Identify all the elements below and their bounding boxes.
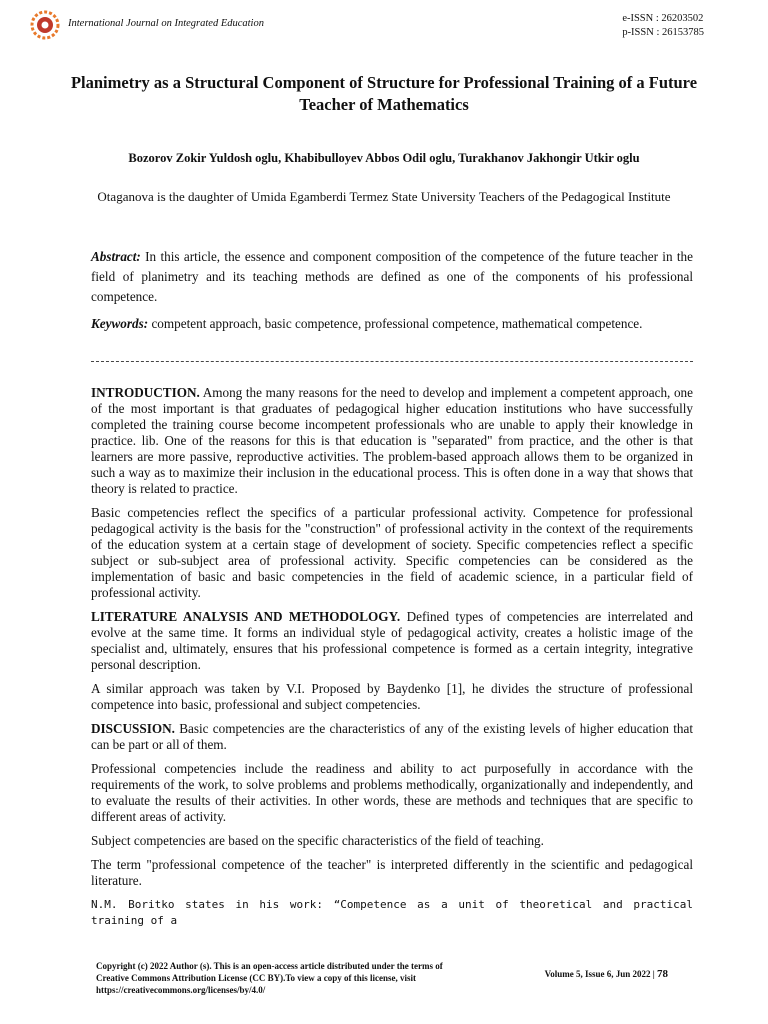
abstract-text: In this article, the essence and component composition of the competence of the future teacher in the field of planimetry and its teaching methods are defined as one of the components of his professional competence. bbox=[91, 249, 693, 304]
issn-block bbox=[622, 12, 704, 40]
paragraph-discussion bbox=[91, 721, 693, 753]
e-issn: e-ISSN : 26203502 bbox=[622, 13, 704, 24]
abstract-label: Abstract: bbox=[91, 249, 141, 264]
keywords bbox=[91, 314, 693, 334]
introduction-text: Among the many reasons for the need to develop and implement a competent approach, one of the most important is that graduates of pedagogical higher education institutions who have successfully completed the training course become incompetent professionals who are unable to apply their knowledge in practice. lib. One of the reasons for this is that education is "separated" from practice, and the other is that learners are more passive, reproductive activities. The problem-based approach allows them to be organized in such a way as to maximize their inclusion in the educational process. This is often done in a way that shows that theory is related to practice. bbox=[91, 385, 693, 496]
paragraph-similar-approach: A similar approach was taken by V.I. Proposed by Baydenko [1], he divides the structure of professional competence into basic, professional and subject competencies. bbox=[91, 681, 693, 712]
literature-text: Defined types of competencies are interrelated and evolve at the same time. It forms an individual style of pedagogical activity, creates a holistic image of the specialist and, ultimately, ensures that his professional competence is formed as a certain integrity, integrative personal description. bbox=[91, 609, 694, 672]
section-divider bbox=[91, 361, 693, 362]
paragraph-term: The term "professional competence of the teacher" is interpreted differently in the scientific and pedagogical literature. bbox=[91, 857, 693, 888]
paragraph-boritko: N.M. Boritko states in his work: “Competence as a unit of theoretical and practical training of a bbox=[91, 898, 693, 927]
abstract bbox=[91, 247, 693, 307]
copyright-notice: Copyright (c) 2022 Author (s). This is an open-access article distributed under the terms of Creative Commons Attribution License (CC BY).To view a copy of this license, visit https://creativecommons.org/licenses/by/4.0/ bbox=[96, 961, 443, 995]
discussion-heading: DISCUSSION. bbox=[91, 721, 175, 736]
introduction-heading: INTRODUCTION. bbox=[91, 385, 200, 400]
page-header bbox=[30, 8, 740, 48]
keywords-text: competent approach, basic competence, professional competence, mathematical competence. bbox=[151, 316, 643, 331]
paragraph-introduction bbox=[91, 385, 693, 497]
keywords-label: Keywords: bbox=[91, 316, 149, 331]
affiliation: Otaganova is the daughter of Umida Egamberdi Termez State University Teachers of the Pedagogical Institute bbox=[97, 189, 671, 204]
authors: Bozorov Zokir Yuldosh oglu, Khabibulloyev Abbos Odil oglu, Turakhanov Jakhongir Utkir oglu bbox=[128, 151, 640, 165]
main-body bbox=[91, 385, 693, 937]
page-number: 78 bbox=[657, 968, 668, 980]
volume-info: Volume 5, Issue 6, Jun 2022 | bbox=[544, 969, 655, 979]
paragraph-literature bbox=[91, 609, 693, 673]
journal-logo-icon bbox=[30, 10, 60, 40]
paragraph-basic-competencies: Basic competencies reflect the specifics of a particular professional activity. Competence for professional pedagogical activity is the basis for the "construction" of professional activity in the context of the requirements of the education system at a certain stage of development of society. Specific competencies reflect a specific subject or sub-subject area of professional activity. Specific competencies can be considered as the implementation of basic and basic competencies in the field of academic science, in a particular field of professional activity. bbox=[91, 505, 693, 600]
paragraph-professional-competencies: Professional competencies include the readiness and ability to act purposefully in accordance with the requirements of the work, to solve problems and problems methodically, organizationally and independently, and to evaluate the results of their activities. In other words, these are methods and techniques that are specific to different areas of activity. bbox=[91, 761, 693, 824]
discussion-text: Basic competencies are the characteristics of any of the existing levels of higher education that can be part or all of them. bbox=[91, 721, 694, 752]
paragraph-subject-competencies: Subject competencies are based on the specific characteristics of the field of teaching. bbox=[91, 833, 544, 848]
p-issn: p-ISSN : 26153785 bbox=[622, 27, 704, 38]
paper-title: Planimetry as a Structural Component of Structure for Professional Training of a Future Teacher of Mathematics bbox=[70, 73, 698, 114]
journal-name: International Journal on Integrated Education bbox=[68, 18, 264, 29]
literature-heading: LITERATURE ANALYSIS AND METHODOLOGY. bbox=[91, 609, 401, 624]
page-footer bbox=[545, 968, 668, 980]
